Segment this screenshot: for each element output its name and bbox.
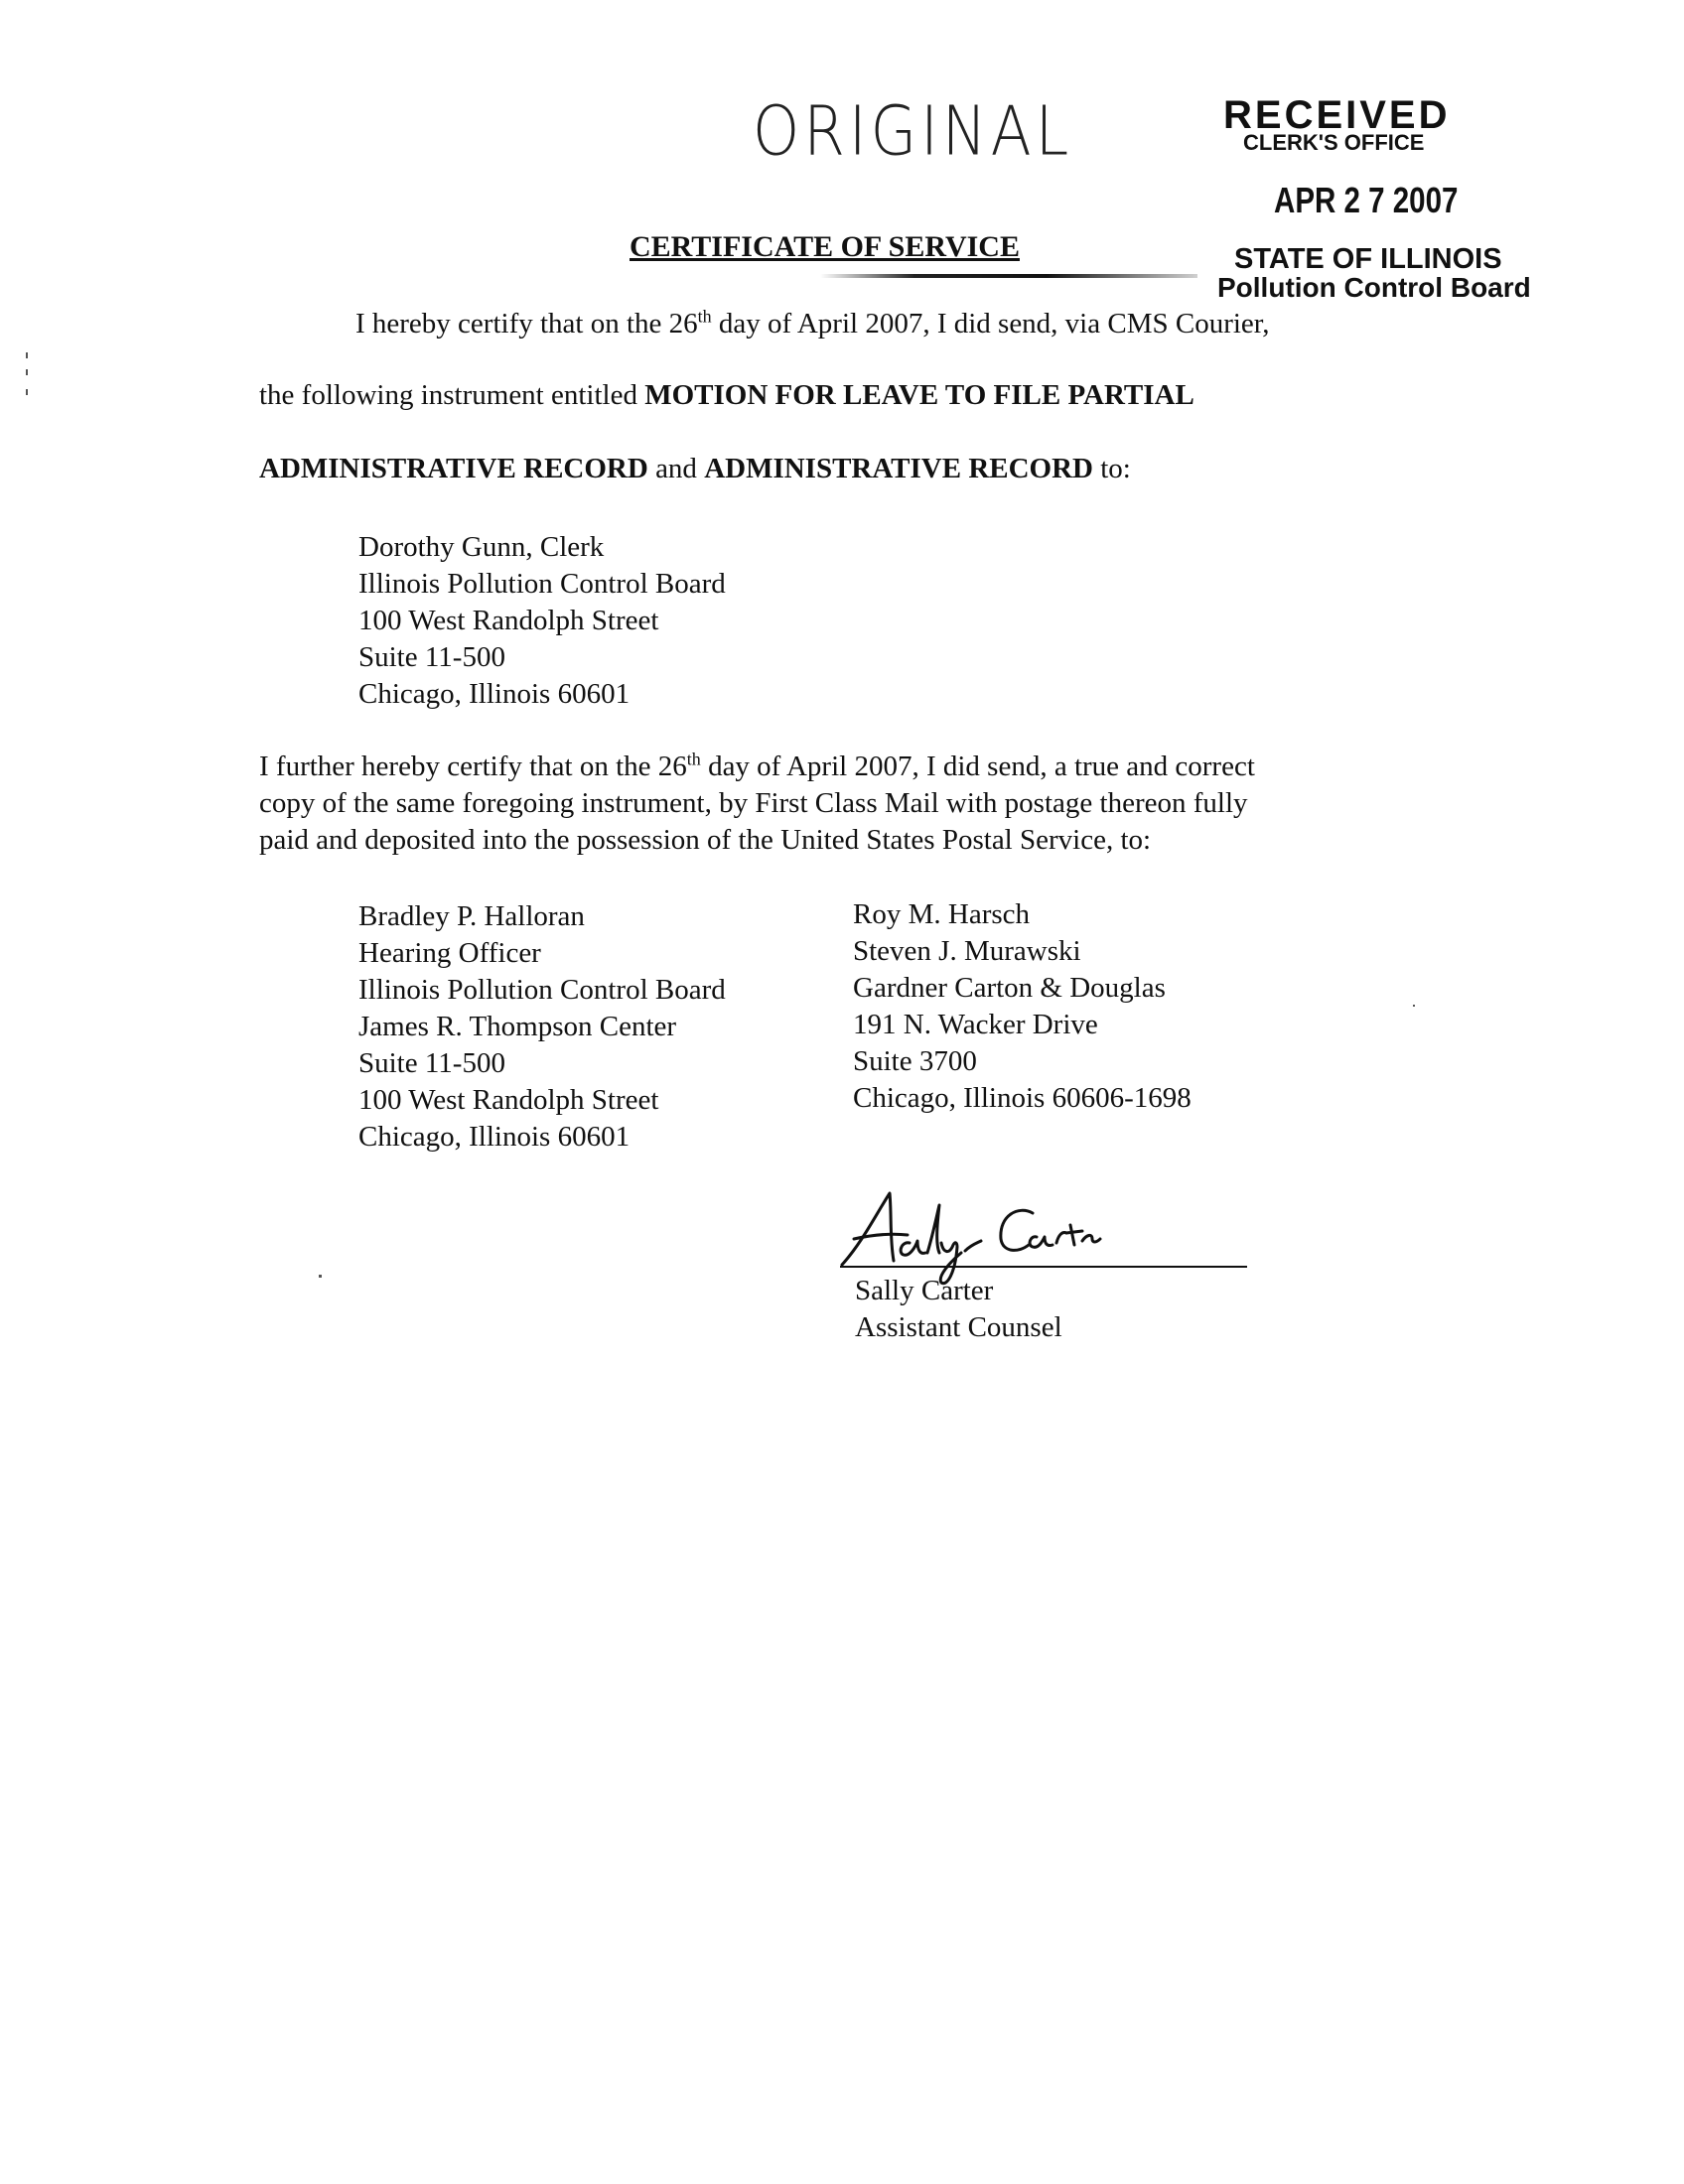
address-line: Illinois Pollution Control Board — [358, 974, 726, 1006]
recipient-address-hearing-officer — [358, 898, 726, 1156]
address-line: Hearing Officer — [358, 937, 541, 969]
address-line: 191 N. Wacker Drive — [853, 1009, 1098, 1040]
recipient-address-counsel — [853, 896, 1192, 1117]
address-line: Dorothy Gunn, Clerk — [358, 531, 605, 563]
para2-line1: I further hereby certify that on the 26th day of April 2007, I did send, a true and correct — [259, 749, 1255, 782]
address-line: Roy M. Harsch — [853, 898, 1031, 930]
para1-line1: I hereby certify that on the 26th day of April 2007, I did send, via CMS Courier, — [355, 306, 1270, 340]
address-line: Bradley P. Halloran — [358, 900, 585, 932]
stamp-clerks-office: CLERK'S OFFICE — [1243, 130, 1425, 155]
page-title: CERTIFICATE OF SERVICE — [630, 230, 1020, 263]
stamp-date: APR 2 7 2007 — [1274, 180, 1459, 220]
scan-speck — [1413, 1005, 1415, 1007]
signer-role: Assistant Counsel — [855, 1311, 1062, 1343]
para1-line2: the following instrument entitled MOTION FOR LEAVE TO FILE PARTIAL — [259, 379, 1194, 411]
stamp-received: RECEIVED — [1223, 93, 1451, 137]
para2-line2: copy of the same foregoing instrument, by First Class Mail with postage thereon fully — [259, 787, 1248, 819]
address-line: Steven J. Murawski — [853, 935, 1081, 967]
address-line: Suite 11-500 — [358, 641, 505, 673]
stamp-board: Pollution Control Board — [1217, 272, 1531, 303]
address-line: Gardner Carton & Douglas — [853, 972, 1166, 1004]
scan-speck — [26, 389, 28, 395]
address-line: James R. Thompson Center — [358, 1011, 677, 1042]
address-line: 100 West Randolph Street — [358, 1084, 659, 1116]
stamp-state: STATE OF ILLINOIS — [1234, 243, 1502, 275]
para1-line3: ADMINISTRATIVE RECORD and ADMINISTRATIVE RECORD to: — [259, 453, 1131, 484]
address-line: Suite 3700 — [853, 1045, 977, 1077]
address-line: Chicago, Illinois 60606-1698 — [853, 1082, 1192, 1114]
scan-speck — [26, 369, 28, 375]
original-mark: ORIGINAL — [753, 91, 1073, 172]
signer-name: Sally Carter — [855, 1275, 994, 1306]
address-line: Suite 11-500 — [358, 1047, 505, 1079]
recipient-address-clerk — [358, 529, 726, 713]
address-line: Chicago, Illinois 60601 — [358, 1121, 631, 1153]
scan-speck — [319, 1275, 322, 1278]
signature-line — [840, 1266, 1247, 1268]
address-line: Chicago, Illinois 60601 — [358, 678, 631, 710]
address-line: 100 West Randolph Street — [358, 605, 659, 636]
scan-speck — [26, 352, 28, 358]
para2-line3: paid and deposited into the possession of the United States Postal Service, to: — [259, 824, 1152, 856]
address-line: Illinois Pollution Control Board — [358, 568, 726, 600]
title-rule-mark — [820, 274, 1197, 278]
